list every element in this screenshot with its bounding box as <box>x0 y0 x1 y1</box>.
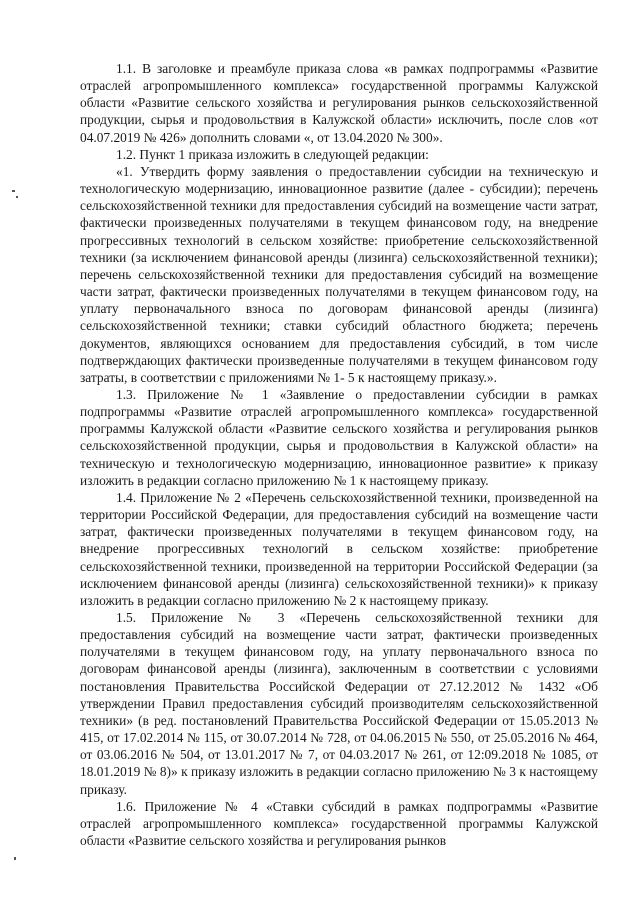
paragraph-1-4: 1.4. Приложение № 2 «Перечень сельскохозяйственной техники, произведенной на территории Российской Федерации, для предоставления субсидий на возмещение части затрат, фактически произведенных получателями в текущем финансовом году, на внедрение прогрессивных технологий в сельском хозяйстве: приобретение сельскохозяйственной техники, произведенной на территории Российской Федерации (за исключением финансовой аренды (лизинга) сельскохозяйственной техники)» к приказу изложить в редакции согласно приложению № 2 к настоящему приказу. <box>80 489 598 608</box>
paragraph-1-5: 1.5. Приложение № 3 «Перечень сельскохозяйственной техники для предоставления субсидий на возмещение части затрат, фактически произведенных получателями в текущем финансовом году, на уплату первоначального взноса по договорам финансовой аренды (лизинга), заключенным в соответствии с условиями постановления Правительства Российской Федерации от 27.12.2012 № 1432 «Об утверждении Правил предоставления субсидий производителям сельскохозяйственной техники» (в ред. постановлений Правительства Российской Федерации от 15.05.2013 № 415, от 17.02.2014 № 115, от 30.07.2014 № 728, от 04.06.2015 № 550, от 25.05.2016 № 464, от 03.06.2016 № 504, от 13.01.2017 № 7, от 04.03.2017 № 261, от 12:09.2018 № 1085, от 18.01.2019 № 8)» к приказу изложить в редакции согласно приложению № 3 к настоящему приказу. <box>80 610 598 797</box>
scan-speck <box>16 196 18 198</box>
paragraph-1-3: 1.3. Приложение № 1 «Заявление о предоставлении субсидии в рамках подпрограммы «Развитие отраслей агропромышленного комплекса» государственной программы Калужской области «Развитие сельского хозяйства и регулирования рынков сельскохозяйственной продукции, сырья и продовольствия в Калужской области» на техническую и технологическую модернизацию, инновационное развитие» к приказу изложить в редакции согласно приложению № 1 к настоящему приказу. <box>80 386 598 488</box>
scan-speck <box>12 190 15 192</box>
paragraph-point-1: «1. Утвердить форму заявления о предоставлении субсидии на техническую и технологическую модернизацию, инновационное развитие (далее - субсидии); перечень сельскохозяйственной техники для предоставления субсидий на возмещение части затрат, фактически произведенных получателями в текущем финансовом году, на внедрение прогрессивных технологий в сельском хозяйстве: приобретение сельскохозяйственной техники (за исключением финансовой аренды (лизинга) сельскохозяйственной техники); перечень сельскохозяйственной техники для предоставления субсидий на возмещение части затрат, фактически произведенных получателями в текущем финансовом году, на уплату первоначального взноса по договорам финансовой аренды (лизинга) сельскохозяйственной техники; ставки субсидий областного бюджета; перечень документов, являющихся основанием для предоставления субсидий, в том числе подтверждающих фактически произведенные получателями в текущем финансовом году затраты, в соответствии с приложениями № 1- 5 к настоящему приказу.». <box>80 163 598 385</box>
scan-speck <box>14 857 16 860</box>
paragraph-1-6: 1.6. Приложение № 4 «Ставки субсидий в рамках подпрограммы «Развитие отраслей агропромышленного комплекса» государственной программы Калужской области «Развитие сельского хозяйства и регулирования рынков <box>80 798 598 849</box>
paragraph-1-2: 1.2. Пункт 1 приказа изложить в следующей редакции: <box>116 146 429 162</box>
document-page <box>80 60 598 849</box>
paragraph-1-1: 1.1. В заголовке и преамбуле приказа слова «в рамках подпрограммы «Развитие отраслей агропромышленного комплекса» государственной программы Калужской области «Развитие сельского хозяйства и регулирования рынков сельскохозяйственной продукции, сырья и продовольствия в Калужской области» исключить, после слов «от 04.07.2019 № 426» дополнить словами «, от 13.04.2020 № 300». <box>80 61 598 145</box>
